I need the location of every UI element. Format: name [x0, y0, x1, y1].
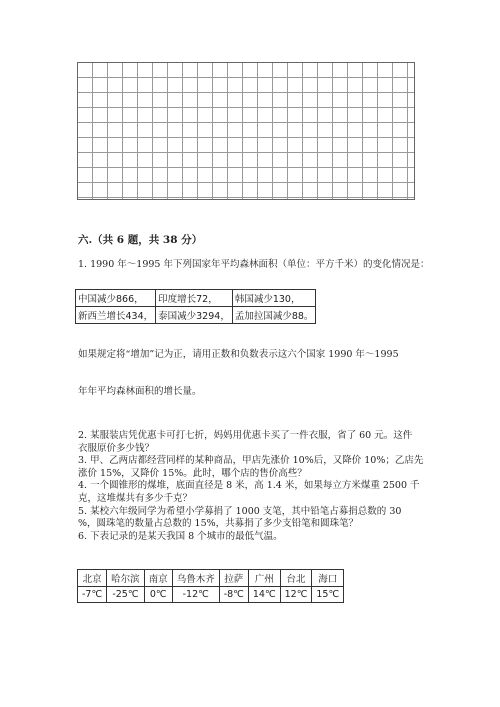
- table-row: [78, 587, 344, 603]
- text-line: 3. 甲、乙两店都经营同样的某种商品，甲店先涨价 10%后，又降价 10%；乙店先: [78, 455, 424, 467]
- city-cell: 广州: [248, 570, 280, 587]
- temp-cell: 12℃: [280, 587, 312, 603]
- city-cell: 乌鲁木齐: [172, 570, 219, 587]
- city-cell: 南京: [144, 570, 172, 587]
- table-cell: 中国减少866，: [76, 290, 156, 307]
- temp-cell: -25℃: [107, 587, 145, 603]
- section-title: 六.（共 6 题，共 38 分）: [78, 234, 203, 246]
- city-cell: 海口: [312, 570, 344, 587]
- temp-cell: 14℃: [248, 587, 280, 603]
- text-line: 涨价 15%，又降价 15%。此时，哪个店的售价高些？: [78, 467, 307, 479]
- text-line: 4. 一个圆锥形的煤堆，底面直径是 8 米，高 1.4 米，如果每立方米煤重 2500 千: [78, 480, 420, 492]
- text-line: 衣服原价多少钱？: [78, 442, 155, 454]
- text-line: 克，这堆煤共有多少千克？: [78, 492, 193, 504]
- temp-cell: -8℃: [219, 587, 248, 603]
- temp-cell: 15℃: [312, 587, 344, 603]
- table-row: [76, 307, 316, 324]
- table-cell: 新西兰增长434，: [76, 307, 156, 324]
- text-line: %，圆珠笔的数量占总数的 15%，共募捐了多少支铅笔和圆珠笔？: [78, 518, 359, 530]
- table-cell: 印度增长72，: [156, 290, 233, 307]
- table-cell: 韩国减少130，: [232, 290, 316, 307]
- text-line: 5. 某校六年级同学为希望小学募捐了 1000 支笔，其中铅笔占募捐总数的 30: [78, 505, 402, 517]
- temp-cell: -7℃: [78, 587, 107, 603]
- city-cell: 拉萨: [219, 570, 248, 587]
- city-cell: 哈尔滨: [107, 570, 145, 587]
- temp-cell: -12℃: [172, 587, 219, 603]
- question-1-instruction: 如果规定将“增加”记为正，请用正数和负数表示这六个国家 1990 年～1995: [78, 349, 399, 360]
- question-1-instruction-cont: 年年平均森林面积的增长量。: [78, 386, 202, 397]
- table-cell: 泰国减少3294，: [156, 307, 233, 324]
- city-cell: 北京: [78, 570, 107, 587]
- city-cell: 台北: [280, 570, 312, 587]
- question-1-text: 1. 1990 年～1995 年下列国家年平均森林面积（单位：平方千米）的变化情况是：: [78, 259, 430, 270]
- temp-cell: 0℃: [144, 587, 172, 603]
- text-line: 6. 下表记录的是某天我国 8 个城市的最低气温。: [78, 530, 283, 542]
- forest-area-table: [75, 289, 316, 324]
- table-row: [76, 290, 316, 307]
- table-cell: 孟加拉国减少88。: [232, 307, 316, 324]
- writing-grid: [77, 62, 415, 200]
- text-line: 2. 某服装店凭优惠卡可打七折，妈妈用优惠卡买了一件衣服，省了 60 元。这件: [78, 430, 413, 441]
- temperature-table: [77, 569, 344, 603]
- questions-block: [78, 430, 423, 543]
- table-row: [78, 570, 344, 587]
